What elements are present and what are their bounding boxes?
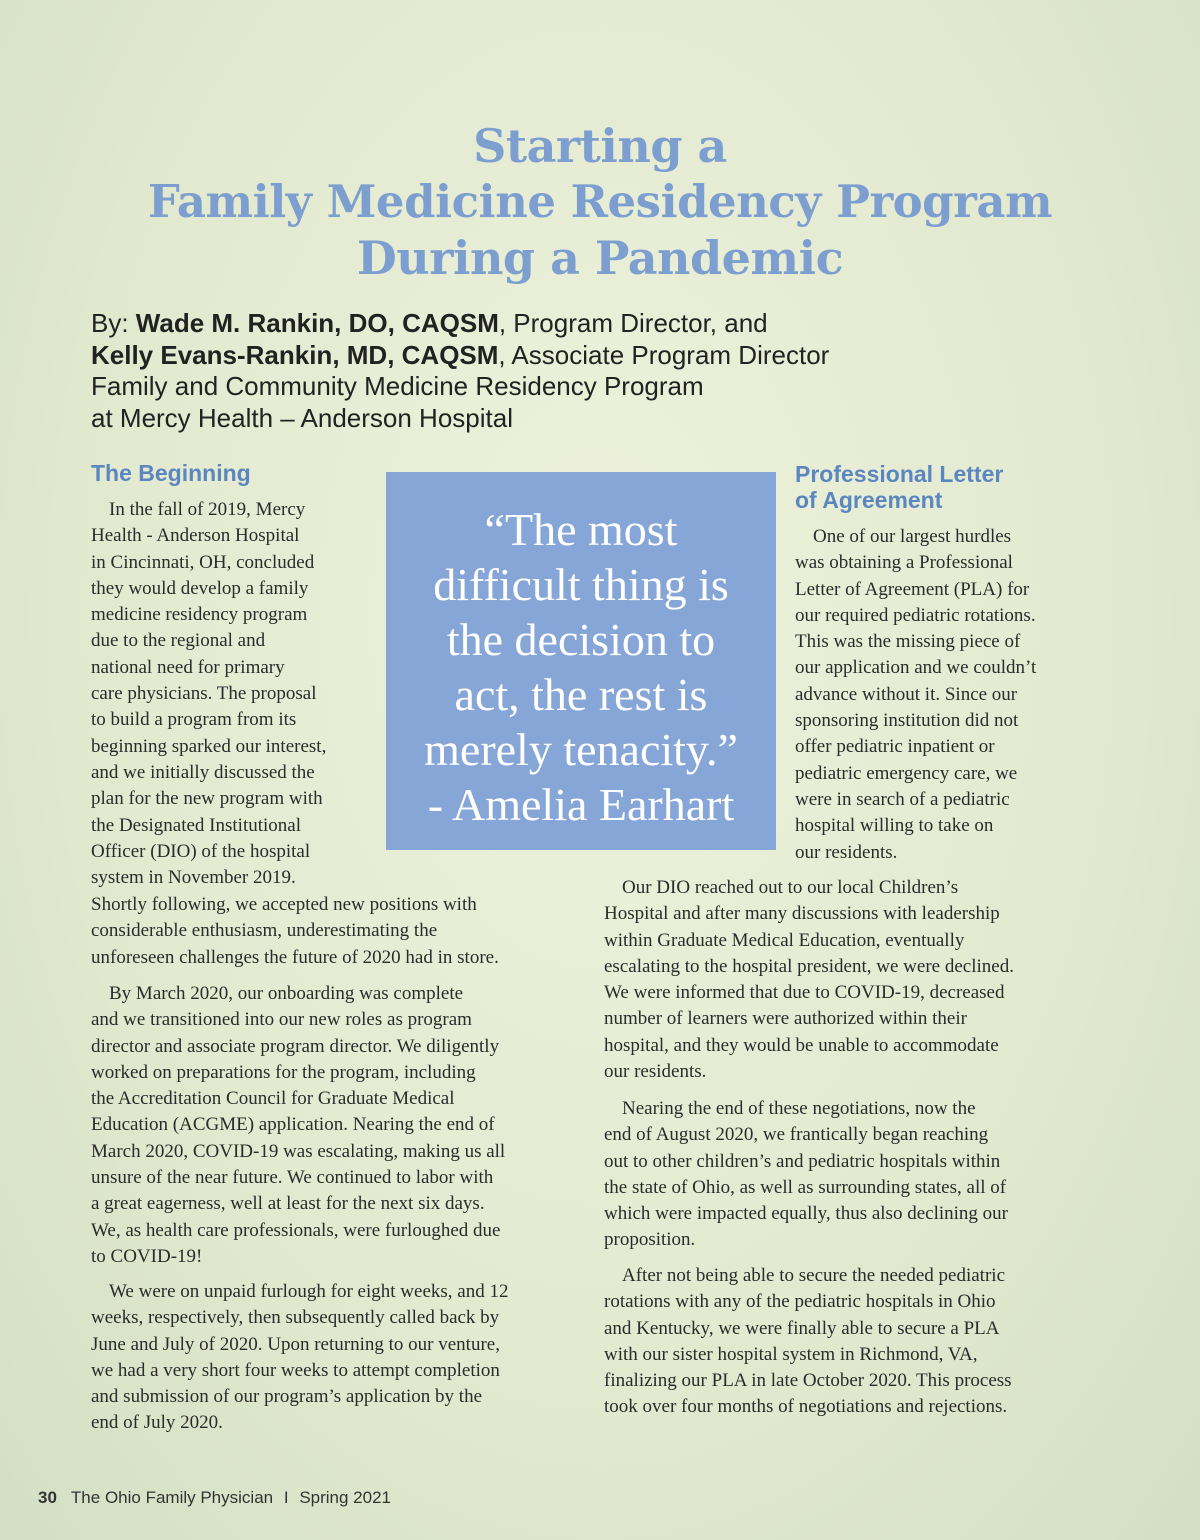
text-line: finalizing our PLA in late October 2020. This process [604, 1370, 1012, 1392]
paragraph-pla-1 [795, 524, 1036, 866]
issue-date: Spring 2021 [299, 1488, 391, 1507]
text-line: to build a program from its [91, 709, 297, 731]
byline-program: Family and Community Medicine Residency Program [91, 371, 704, 401]
pull-quote-box [386, 472, 776, 850]
pull-quote-text [386, 502, 776, 832]
text-line: they would develop a family [91, 577, 309, 599]
text-line: the Accreditation Council for Graduate Medical [91, 1088, 455, 1110]
text-line: our application and we couldn’t [795, 657, 1037, 679]
author-1-name: Wade M. Rankin, DO, CAQSM [135, 308, 499, 338]
author-2-role: , Associate Program Director [498, 339, 830, 370]
text-line: and submission of our program’s application by the [91, 1386, 483, 1408]
text-line: the Designated Institutional [91, 814, 302, 836]
text-line: our required pediatric rotations. [795, 604, 1036, 626]
text-line: offer pediatric inpatient or [795, 736, 995, 758]
text-line: escalating to the hospital president, we were declined. [604, 955, 1014, 977]
text-line: In the fall of 2019, Mercy [109, 499, 306, 520]
section-heading-beginning: The Beginning [91, 460, 251, 486]
text-line: system in November 2019. [91, 867, 296, 889]
text-line: unforeseen challenges the future of 2020 had in store. [91, 946, 499, 968]
quote-line: merely tenacity.” [424, 724, 738, 775]
text-line: Nearing the end of these negotiations, now the [622, 1098, 976, 1119]
paragraph-pla-2 [604, 875, 1014, 1085]
page-number: 30 [38, 1488, 57, 1507]
text-line: Education (ACGME) application. Nearing the end of [91, 1114, 495, 1136]
text-line: We were on unpaid furlough for eight weeks, and 12 [109, 1281, 509, 1302]
text-line: we had a very short four weeks to attempt completion [91, 1359, 500, 1381]
text-line: our residents. [795, 841, 898, 863]
text-line: out to other children’s and pediatric hospitals within [604, 1150, 1001, 1172]
text-line: One of our largest hurdles [813, 526, 1012, 547]
author-1-role: , Program Director, and [498, 308, 768, 338]
text-line: advance without it. Since our [795, 683, 1018, 705]
byline [91, 308, 991, 434]
footer-separator: I [283, 1488, 289, 1507]
text-line: care physicians. The proposal [91, 683, 317, 705]
text-line: medicine residency program [91, 604, 308, 626]
paragraph-pla-3 [604, 1096, 1008, 1254]
byline-prefix: By: [91, 308, 136, 338]
text-line: with our sister hospital system in Richmond, VA, [604, 1343, 978, 1365]
text-line: Shortly following, we accepted new positions with [91, 894, 477, 915]
text-line: beginning sparked our interest, [91, 735, 327, 757]
text-line: was obtaining a Professional [795, 552, 1013, 574]
text-line: director and associate program director. We diligently [91, 1035, 500, 1057]
article-title [60, 118, 1140, 286]
paragraph-beginning-3 [91, 1279, 508, 1437]
section-heading-pla [795, 461, 1003, 513]
page-footer [38, 1488, 391, 1508]
text-line: took over four months of negotiations and rejections. [604, 1396, 1008, 1418]
quote-line: the decision to [446, 614, 716, 665]
pla-heading-line-1: Professional Letter [795, 461, 1004, 487]
text-line: This was the missing piece of [795, 631, 1021, 653]
text-line: Health - Anderson Hospital [91, 525, 300, 547]
text-line: a great eagerness, well at least for the next six days. [91, 1193, 485, 1215]
text-line: We were informed that due to COVID-19, decreased [604, 982, 1005, 1004]
text-line: the state of Ohio, as well as surrounding states, all of [604, 1176, 1007, 1198]
text-line: to COVID-19! [91, 1245, 203, 1267]
text-line: Hospital and after many discussions with leadership [604, 903, 1000, 925]
text-line: Officer (DIO) of the hospital [91, 840, 311, 862]
text-line: due to the regional and [91, 630, 266, 652]
text-line: After not being able to secure the needed pediatric [622, 1265, 1005, 1286]
text-line: proposition. [604, 1229, 696, 1251]
paragraph-beginning-1 [91, 497, 326, 891]
text-line: worked on preparations for the program, including [91, 1061, 476, 1083]
text-line: March 2020, COVID-19 was escalating, making us all [91, 1140, 506, 1162]
title-line-1: Starting a [473, 119, 727, 173]
byline-author-1 [91, 308, 991, 340]
text-line: within Graduate Medical Education, eventually [604, 929, 965, 951]
byline-hospital: at Mercy Health – Anderson Hospital [91, 402, 513, 433]
text-line: and we transitioned into our new roles as program [91, 1009, 472, 1031]
text-line: June and July of 2020. Upon returning to our venture, [91, 1333, 500, 1355]
byline-author-2 [91, 340, 991, 372]
text-line: and we initially discussed the [91, 761, 315, 783]
paragraph-beginning-2 [91, 981, 505, 1270]
text-line: number of learners were authorized within their [604, 1008, 967, 1030]
text-line: end of August 2020, we frantically began reaching [604, 1124, 989, 1146]
text-line: and Kentucky, we were finally able to secure a PLA [604, 1317, 1000, 1339]
text-line: rotations with any of the pediatric hospitals in Ohio [604, 1291, 996, 1313]
text-line: By March 2020, our onboarding was complete [109, 983, 464, 1004]
text-line: which were impacted equally, thus also declining our [604, 1203, 1008, 1225]
text-line: hospital willing to take on [795, 815, 994, 837]
text-line: were in search of a pediatric [795, 788, 1010, 810]
text-line: considerable enthusiasm, underestimating the [91, 920, 438, 942]
publication-name: The Ohio Family Physician [70, 1488, 274, 1507]
title-line-2: Family Medicine Residency Program [147, 175, 1053, 228]
text-line: sponsoring institution did not [795, 710, 1019, 732]
text-line: pediatric emergency care, we [795, 762, 1018, 784]
paragraph-pla-4 [604, 1263, 1012, 1421]
text-line: unsure of the near future. We continued to labor with [91, 1167, 494, 1189]
quote-line: act, the rest is [454, 669, 708, 720]
author-2-name: Kelly Evans-Rankin, MD, CAQSM [91, 339, 499, 370]
text-line: national need for primary [91, 656, 285, 678]
paragraph-beginning-1-continued [91, 892, 499, 971]
text-line: our residents. [604, 1061, 707, 1083]
text-line: Our DIO reached out to our local Children’s [622, 877, 959, 898]
text-line: end of July 2020. [91, 1412, 223, 1434]
quote-line: “The most [484, 504, 678, 555]
text-line: plan for the new program with [91, 788, 323, 810]
text-line: hospital, and they would be unable to accommodate [604, 1034, 999, 1056]
title-line-3: During a Pandemic [356, 231, 844, 285]
pla-heading-line-2: of Agreement [795, 487, 943, 513]
text-line: weeks, respectively, then subsequently called back by [91, 1307, 500, 1329]
text-line: We, as health care professionals, were furloughed due [91, 1219, 501, 1241]
quote-line: - Amelia Earhart [427, 779, 735, 830]
quote-line: difficult thing is [433, 559, 729, 610]
text-line: Letter of Agreement (PLA) for [795, 578, 1030, 600]
text-line: in Cincinnati, OH, concluded [91, 551, 315, 573]
